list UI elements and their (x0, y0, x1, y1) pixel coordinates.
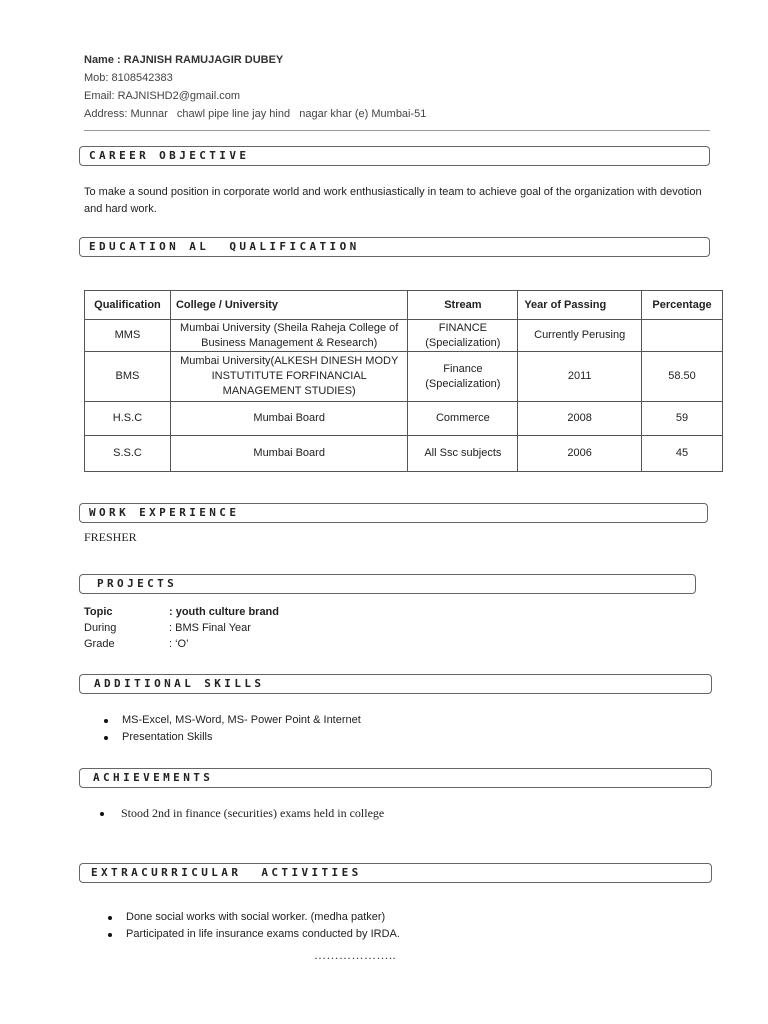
table-cell: Mumbai Board (170, 402, 407, 436)
education-table (84, 290, 723, 472)
table-cell: 59 (642, 402, 723, 436)
section-title: CAREER OBJECTIVE (89, 149, 250, 162)
column-header: Percentage (642, 291, 723, 320)
skills-list (100, 712, 361, 746)
table-cell: Commerce (408, 402, 518, 436)
section-work-experience (79, 503, 708, 523)
table-row (85, 352, 723, 402)
table-cell: Mumbai University(ALKESH DINESH MODY INSTUTITUTE FORFINANCIAL MANAGEMENT STUDIES) (170, 352, 407, 402)
list-item: Presentation Skills (100, 729, 361, 746)
table-cell: BMS (85, 352, 171, 402)
list-item: Done social works with social worker. (medha patker) (104, 909, 400, 926)
section-title: ACHIEVEMENTS (93, 771, 214, 784)
table-cell: H.S.C (85, 402, 171, 436)
list-item: Participated in life insurance exams conducted by IRDA. (104, 926, 400, 943)
list-item: Stood 2nd in finance (securities) exams held in college (96, 805, 384, 822)
column-header: Qualification (85, 291, 171, 320)
project-grade-label: Grade (84, 638, 115, 650)
section-education (79, 237, 710, 257)
candidate-name: Name : RAJNISH RAMUJAGIR DUBEY (84, 54, 284, 66)
section-projects (79, 574, 696, 594)
table-row (85, 320, 723, 352)
table-cell: MMS (85, 320, 171, 352)
table-row (85, 402, 723, 436)
achievements-list (96, 805, 384, 822)
table-cell: Finance (Specialization) (408, 352, 518, 402)
table-cell: 2006 (518, 436, 642, 472)
table-cell: Mumbai University (Sheila Raheja College of Business Management & Research) (170, 320, 407, 352)
section-achievements (79, 768, 712, 788)
table-cell: Mumbai Board (170, 436, 407, 472)
header-divider (84, 130, 710, 131)
table-cell: 2008 (518, 402, 642, 436)
column-header: Stream (408, 291, 518, 320)
mobile-number: Mob: 8108542383 (84, 72, 173, 84)
table-cell: S.S.C (85, 436, 171, 472)
column-header: College / University (170, 291, 407, 320)
section-additional-skills (79, 674, 712, 694)
table-cell (642, 320, 723, 352)
table-row (85, 436, 723, 472)
career-objective-text: To make a sound position in corporate world and work enthusiastically in team to achieve goal of the organization with devotion and hard work. (84, 186, 702, 215)
table-cell: FINANCE (Specialization) (408, 320, 518, 352)
footer-dots: ……………….. (314, 948, 396, 962)
table-cell: 2011 (518, 352, 642, 402)
section-title: PROJECTS (97, 577, 178, 590)
table-cell: All Ssc subjects (408, 436, 518, 472)
section-extracurricular (79, 863, 712, 883)
project-during-value: : BMS Final Year (169, 622, 251, 634)
section-career-objective (79, 146, 710, 166)
list-item: MS-Excel, MS-Word, MS- Power Point & Internet (100, 712, 361, 729)
table-cell: Currently Perusing (518, 320, 642, 352)
section-title: WORK EXPERIENCE (89, 506, 240, 519)
table-cell: 58.50 (642, 352, 723, 402)
work-experience-text: FRESHER (84, 530, 137, 544)
extracurricular-list (104, 909, 400, 943)
project-topic-label: Topic (84, 606, 113, 618)
table-cell: 45 (642, 436, 723, 472)
column-header: Year of Passing (518, 291, 642, 320)
email-address: Email: RAJNISHD2@gmail.com (84, 90, 241, 102)
section-title: EXTRACURRICULAR ACTIVITIES (91, 866, 362, 879)
project-during-label: During (84, 622, 117, 634)
section-title: ADDITIONAL SKILLS (94, 677, 265, 690)
project-grade-value: : ‘O’ (169, 638, 189, 650)
project-topic-value: : youth culture brand (169, 606, 279, 618)
postal-address: Address: Munnar chawl pipe line jay hind nagar khar (e) Mumbai-51 (84, 108, 427, 120)
section-title: EDUCATION AL QUALIFICATION (89, 240, 360, 253)
table-header-row (85, 291, 723, 320)
